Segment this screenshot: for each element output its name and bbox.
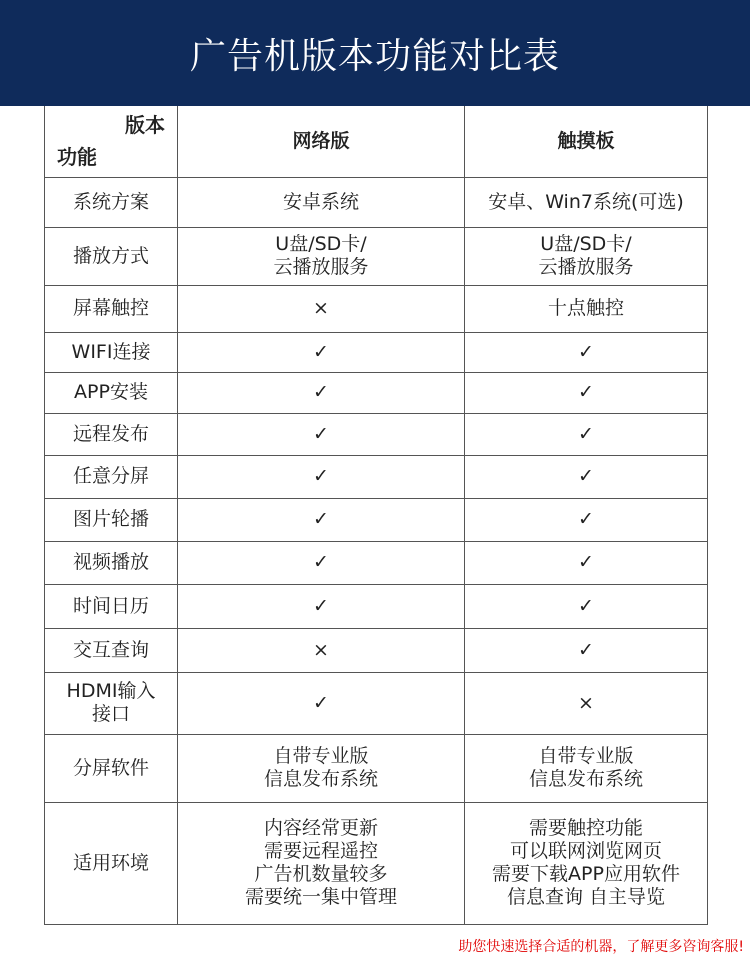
table-row [45, 227, 708, 285]
column-header-touch: 触摸板 [465, 106, 708, 177]
network-cell: × [178, 628, 465, 672]
touch-cell: ✓ [465, 628, 708, 672]
touch-cell: ✓ [465, 413, 708, 455]
table-row [45, 672, 708, 734]
touch-cell: ✓ [465, 372, 708, 413]
feature-cell: WIFI连接 [45, 332, 178, 372]
touch-cell: ✓ [465, 455, 708, 498]
network-cell: 安卓系统 [178, 177, 465, 227]
touch-cell: 十点触控 [465, 285, 708, 332]
feature-cell: 时间日历 [45, 584, 178, 628]
table-row [45, 372, 708, 413]
table-row [45, 177, 708, 227]
feature-cell: 图片轮播 [45, 498, 178, 541]
table-row [45, 285, 708, 332]
network-cell: ✓ [178, 455, 465, 498]
touch-cell: 需要触控功能 可以联网浏览网页 需要下载APP应用软件 信息查询 自主导览 [465, 802, 708, 924]
feature-cell: HDMI输入 接口 [45, 672, 178, 734]
network-cell: ✓ [178, 372, 465, 413]
touch-cell: ✓ [465, 541, 708, 584]
corner-feature-label: 功能 [57, 144, 97, 169]
table-row [45, 498, 708, 541]
feature-cell: 远程发布 [45, 413, 178, 455]
network-cell: 内容经常更新 需要远程遥控 广告机数量较多 需要统一集中管理 [178, 802, 465, 924]
table-row [45, 413, 708, 455]
footer-note: 助您快速选择合适的机器，了解更多咨询客服! [458, 939, 744, 955]
feature-cell: 视频播放 [45, 541, 178, 584]
table-header-row [45, 106, 708, 177]
feature-cell: 播放方式 [45, 227, 178, 285]
table-row [45, 541, 708, 584]
feature-cell: APP安装 [45, 372, 178, 413]
table-row [45, 734, 708, 802]
feature-cell: 交互查询 [45, 628, 178, 672]
comparison-table [44, 106, 708, 925]
network-cell: ✓ [178, 541, 465, 584]
feature-cell: 适用环境 [45, 802, 178, 924]
feature-cell: 分屏软件 [45, 734, 178, 802]
corner-version-label: 版本 [125, 113, 165, 137]
network-cell: 自带专业版 信息发布系统 [178, 734, 465, 802]
touch-cell: ✓ [465, 332, 708, 372]
corner-cell [45, 106, 178, 177]
feature-cell: 系统方案 [45, 177, 178, 227]
table-row [45, 584, 708, 628]
touch-cell: 安卓、Win7系统(可选) [465, 177, 708, 227]
network-cell: U盘/SD卡/ 云播放服务 [178, 227, 465, 285]
network-cell: ✓ [178, 413, 465, 455]
page-title: 广告机版本功能对比表 [189, 35, 560, 77]
network-cell: ✓ [178, 584, 465, 628]
network-cell: ✓ [178, 498, 465, 541]
touch-cell: ✓ [465, 498, 708, 541]
touch-cell: ✓ [465, 584, 708, 628]
table-row [45, 628, 708, 672]
table-row [45, 802, 708, 924]
title-banner [0, 0, 750, 106]
network-cell: × [178, 285, 465, 332]
column-header-network: 网络版 [178, 106, 465, 177]
touch-cell: U盘/SD卡/ 云播放服务 [465, 227, 708, 285]
table-row [45, 332, 708, 372]
touch-cell: × [465, 672, 708, 734]
network-cell: ✓ [178, 672, 465, 734]
network-cell: ✓ [178, 332, 465, 372]
feature-cell: 屏幕触控 [45, 285, 178, 332]
table-row [45, 455, 708, 498]
feature-cell: 任意分屏 [45, 455, 178, 498]
touch-cell: 自带专业版 信息发布系统 [465, 734, 708, 802]
